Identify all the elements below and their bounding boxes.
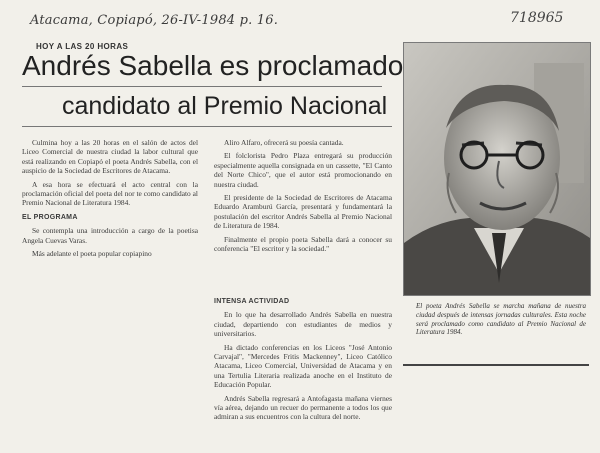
portrait-photo	[403, 42, 591, 296]
subheading: INTENSA ACTIVIDAD	[214, 298, 290, 305]
paragraph: El presidente de la Sociedad de Escritores de Atacama Eduardo Aramburú García, presentará y fundamentará la postulación del escritor Andrés Sabella al Premio Nacional de Literatura de 1984.	[214, 193, 392, 231]
headline-rule	[22, 86, 382, 87]
paragraph: Finalmente el propio poeta Sabella dará a conocer su conferencia "El escritor y la sociedad."	[214, 234, 392, 254]
handwritten-annotation: Atacama, Copiapó, 26-IV-1984 p. 16.	[30, 13, 279, 28]
portrait-illustration	[404, 43, 590, 295]
headline-line-1: Andrés Sabella es proclamado	[22, 50, 404, 81]
article-column-2-continued	[214, 292, 392, 426]
article-column-1	[22, 138, 198, 262]
paragraph: En lo que ha desarrollado Andrés Sabella en nuestra ciudad, departiendo con estudiantes de medios y universitarios.	[214, 310, 392, 339]
subheading: EL PROGRAMA	[22, 213, 78, 221]
paragraph: Se contempla una introducción a cargo de la poetisa Angela Cuevas Varas.	[22, 226, 198, 245]
headline-bottom-rule	[22, 126, 392, 127]
paragraph: Andrés Sabella regresará a Antofagasta mañana viernes vía aérea, dejando un recuer do permanente a todos los que admiran a sus encuentros con la cultura del norte.	[214, 393, 392, 422]
headline-line-2: candidato al Premio Nacional	[62, 92, 388, 120]
photo-caption: El poeta Andrés Sabella se marcha mañana de nuestra ciudad después de intensas jornadas culturales. Esta noche será proclamado como candidato al Premio Nacional de Literatura 1984.	[416, 302, 586, 337]
paragraph: A esa hora se efectuará el acto central con la proclamación oficial del poeta del nor te como candidato al Premio Nacional de Literatura 1984.	[22, 179, 198, 208]
catalog-number: 718965	[510, 10, 564, 26]
paragraph: El folclorista Pedro Plaza entregará su producción especialmente aquella consignada en un cassette, "El Canto del Norte Chico", que el autor está promocionando en nuestra ciudad.	[214, 151, 392, 189]
kicker: HOY A LAS 20 HORAS	[36, 42, 129, 51]
article-column-2	[214, 138, 392, 257]
paragraph: Más adelante el poeta popular copiapino	[32, 249, 152, 259]
paragraph: Aliro Alfaro, ofrecerá su poesía cantada.	[224, 138, 344, 147]
paragraph: Ha dictado conferencias en los Liceos "José Antonio Carvajal", "Mercedes Fritis Mackenney", Liceo Católico Atacama, Liceo Comercial, Universidad de Atacama y en una Tertulia Literaria realizada anoche en el Instituto de Educación Popular.	[214, 342, 392, 390]
paragraph: Culmina hoy a las 20 horas en el salón de actos del Liceo Comercial de nuestra ciudad la labor cultural que está realizando en Copiapó el poeta Andrés Sabella, con el auspicio de la Sociedad de Escritores de Atacama.	[22, 138, 198, 176]
